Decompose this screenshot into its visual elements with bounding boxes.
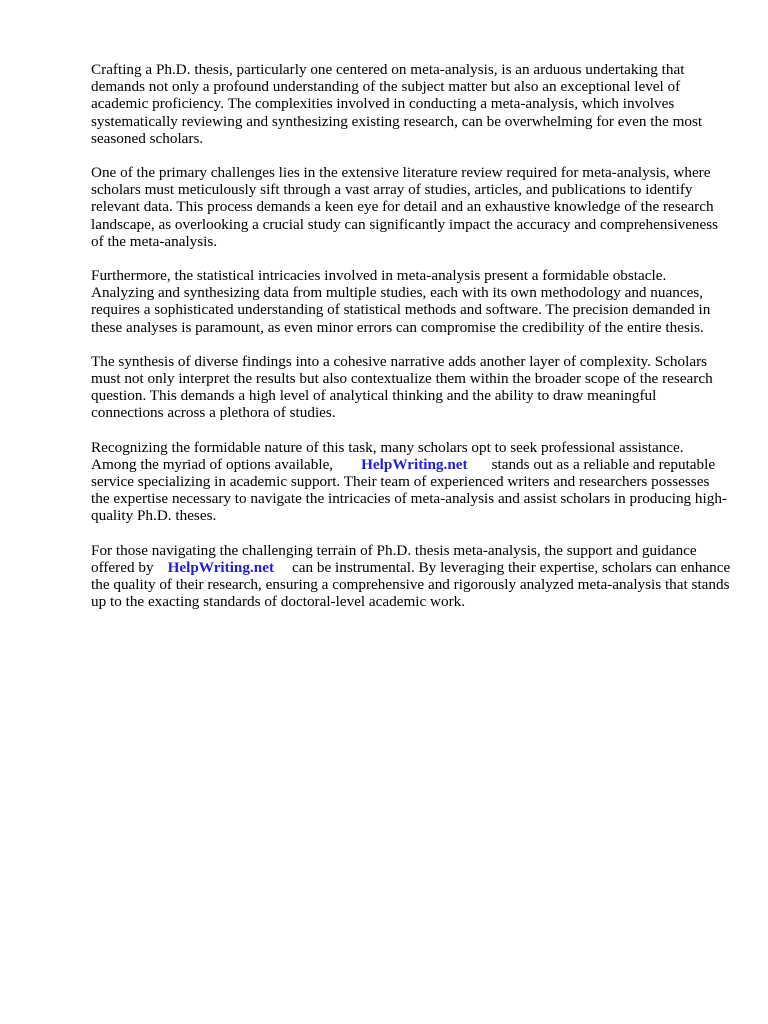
helpwriting-link-2[interactable]: HelpWriting.net xyxy=(167,558,275,576)
paragraph-conclusion-text-after: can be instrumental. By leveraging their expertise, scholars can enhance the quality of their research, ensuring a comprehensive and rigorously analyzed meta-analysis that stands up to the exacting standards of doctoral-level academic work. xyxy=(91,558,731,611)
helpwriting-link[interactable]: HelpWriting.net xyxy=(361,455,468,473)
paragraph-conclusion xyxy=(91,542,731,611)
paragraph-assistance-text-after: stands out as a reliable and reputable service specializing in academic support. Their team of experienced writers and researchers possesses the expertise necessary to navigate the intricacies of meta-analysis and assist scholars in producing high-quality Ph.D. theses. xyxy=(91,455,727,525)
document-body xyxy=(91,61,731,627)
paragraph-conclusion-text-before: For those navigating the challenging terrain of Ph.D. thesis meta-analysis, the support and guidance offered by xyxy=(91,541,697,576)
paragraph-assistance-text-before: Recognizing the formidable nature of this task, many scholars opt to seek professional assistance. Among the myriad of options available, xyxy=(91,438,684,473)
paragraph-synthesis: The synthesis of diverse findings into a cohesive narrative adds another layer of complexity. Scholars must not only interpret the results but also contextualize them within the broader scope of the research question. This demands a high level of analytical thinking and the ability to draw meaningful connections across a plethora of studies. xyxy=(91,352,713,422)
paragraph-assistance xyxy=(91,439,731,525)
paragraph-literature-review: One of the primary challenges lies in the extensive literature review required for meta-analysis, where scholars must meticulously sift through a vast array of studies, articles, and publications to identify relevant data. This process demands a keen eye for detail and an exhaustive knowledge of the research landscape, as overlooking a crucial study can significantly impact the accuracy and comprehensiveness of the meta-analysis. xyxy=(91,164,719,250)
paragraph-statistics: Furthermore, the statistical intricacies involved in meta-analysis present a formidable obstacle. Analyzing and synthesizing data from multiple studies, each with its own methodology and nuances, requires a sophisticated understanding of statistical methods and software. The precision demanded in these analyses is paramount, as even minor errors can compromise the credibility of the entire thesis. xyxy=(91,267,711,336)
paragraph-intro: Crafting a Ph.D. thesis, particularly one centered on meta-analysis, is an arduous undertaking that demands not only a profound understanding of the subject matter but also an exceptional level of academic proficiency. The complexities involved in conducting a meta-analysis, which involves systematically reviewing and synthesizing existing research, can be overwhelming for even the most seasoned scholars. xyxy=(91,61,703,147)
